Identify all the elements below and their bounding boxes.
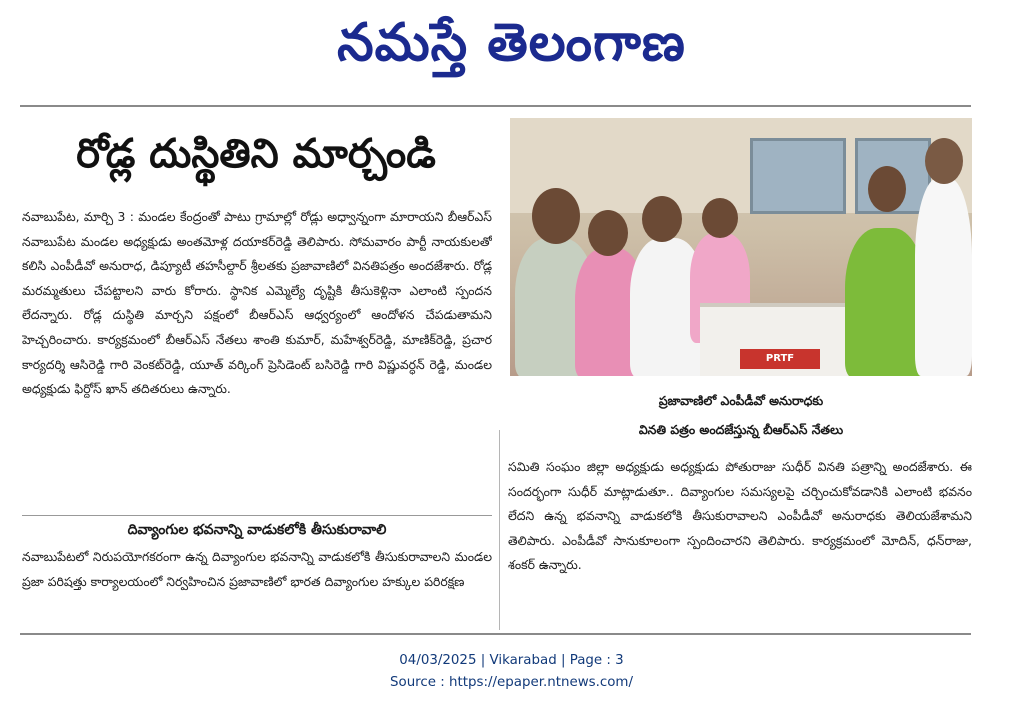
photo-person-head [925,138,963,184]
article-body: నవాబుపేట, మార్చి 3 : మండల కేంద్రంతో పాటు గ్రామాల్లో రోడ్లు అధ్వాన్నంగా మారాయని బీఆర్‌ఎస్ నవాబుపేట మండల అధ్యక్షుడు అంతమోళ్ల దయాకర్‌రెడ్డి తెలిపారు. సోమవారం పార్టీ నాయకులతో కలిసి ఎంపీడీవో అనురాధ, డిప్యూటీ తహసీల్దార్ శ్రీలతకు ప్రజావాణిలో వినతిపత్రం అందజేశారు. రోడ్ల మరమ్మతులు చేపట్టాలని వారు కోరారు. స్థానిక ఎమ్మెల్యే దృష్టికి తీసుకెళ్లినా ఎలాంటి స్పందన లేదన్నారు. రోడ్ల దుస్థితి మార్చని పక్షంలో బీఆర్‌ఎస్ ఆధ్వర్యంలో ఆందోళన చేపడుతామని హెచ్చరించారు. కార్యక్రమంలో బీఆర్‌ఎస్ నేతలు శాంతి కుమార్, మహేశ్వర్‌రెడ్డి, మాణిక్‌రెడ్డి, ప్రచార కార్యదర్శి ఆసిరెడ్డి గారి వెంకట్‌రెడ్డి, యూత్ వర్కింగ్ ప్రెసిడెంట్ బసిరెడ్డి గారి విష్ణువర్ధన్ రెడ్డి, మండల అధ్యక్షుడు ఫిర్దోస్ ఖాన్ తదితరులు ఉన్నారు. [22,209,492,397]
photo-desk-banner: PRTF [740,349,820,369]
masthead-title: నమస్తే తెలంగాణ [337,13,686,73]
photo-person-head [588,210,628,256]
photo-person-head [702,198,738,238]
footer-date-edition: 04/03/2025 | Vikarabad | Page : 3 [399,653,624,668]
photo-window [750,138,846,214]
photo-person-head [532,188,580,244]
footer [0,650,1023,698]
photo-person [845,228,925,376]
article-subheadline: దివ్యాంగుల భవనాన్ని వాడుకలోకి తీసుకురావాలి [22,515,492,542]
footer-divider [20,633,971,635]
photo-person-head [642,196,682,242]
photo-caption [510,386,972,448]
masthead-divider [20,105,971,107]
column-divider [499,430,500,630]
article-headline: రోడ్ల దుస్థితిని మార్చండి [76,131,436,177]
photo-caption-line: వినతి పత్రం అందజేస్తున్న బీఆర్‌ఎస్ నేతలు [638,422,844,437]
photo-person-head [868,166,906,212]
news-photo [510,118,972,376]
footer-source: Source : https://epaper.ntnews.com/ [390,675,633,690]
photo-person [915,178,972,376]
photo-caption-line: ప్రజావాణిలో ఎంపీడీవో అనురాధకు [658,393,824,408]
article-body-secondary-right: సమితి సంఘం జిల్లా అధ్యక్షుడు అధ్యక్షుడు పోతురాజు సుధీర్ వినతి పత్రాన్ని అందజేశారు. ఈ సందర్భంగా సుధీర్ మాట్లాడుతూ.. దివ్యాంగుల సమస్యలపై చర్చించుకోవడానికి ఎలాంటి భవనం లేదని ఉన్న భవనాన్ని వాడుకలోకి తీసుకురావాలని ఎంపీడీవో అనురాధకు తెలియజేశామని తెలిపారు. ఎంపీడీవో సానుకూలంగా స్పందించారని తెలిపారు. కార్యక్రమంలో మోదిన్, ధన్‌రాజు, శంకర్ ఉన్నారు. [508,459,972,573]
article-body-secondary-left: నవాబుపేటలో నిరుపయోగకరంగా ఉన్న దివ్యాంగుల భవనాన్ని వాడుకలోకి తీసుకురావాలని మండల ప్రజా పరిషత్తు కార్యాలయంలో నిర్వహించిన ప్రజావాణిలో భారత దివ్యాంగుల హక్కుల పరిరక్షణ [22,549,492,589]
